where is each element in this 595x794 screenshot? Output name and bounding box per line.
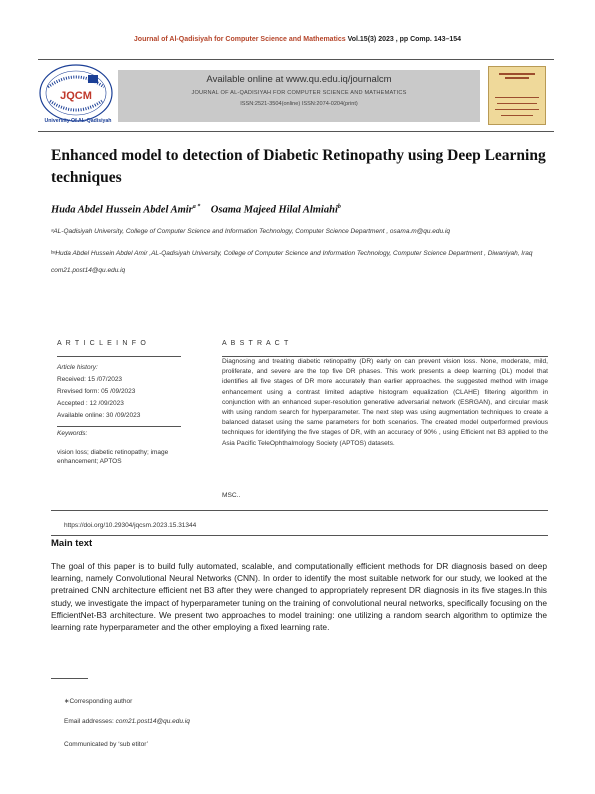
main-text-heading: Main text xyxy=(51,538,93,549)
corresponding-author-note: ∗Corresponding author xyxy=(64,698,133,705)
affiliation-2: ᵇᵃHuda Abdel Hussein Abdel Amir ,AL-Qadisiyah University, College of Computer Science and Information Technology, Computer Science Department , Diwaniyah, Iraq xyxy=(51,250,533,257)
journal-caps-title: JOURNAL OF AL-QADISIYAH FOR COMPUTER SCIENCE AND MATHEMATICS xyxy=(191,90,407,96)
available-online-text: Available online at www.qu.edu.iq/journalcm xyxy=(206,74,392,85)
doi-rule-bottom xyxy=(51,535,548,536)
author-1-sup: a * xyxy=(192,204,201,210)
author-2-sup: b xyxy=(337,204,341,210)
issn-text: ISSN:2521-3504(online) ISSN:2074-0204(print) xyxy=(240,101,358,107)
cover-bar xyxy=(495,109,539,110)
cover-bar xyxy=(501,115,533,116)
author-email: com21.post14@qu.edu.iq xyxy=(51,267,126,274)
journal-banner xyxy=(118,70,480,122)
journal-name: Journal of Al-Qadisiyah for Computer Science and Mathematics xyxy=(133,36,346,43)
keywords-label: Keywords: xyxy=(57,430,88,437)
doi-link[interactable]: https://doi.org/10.29304/jqcsm.2023.15.31344 xyxy=(64,522,197,529)
paper-title: Enhanced model to detection of Diabetic Retinopathy using Deep Learning techniques xyxy=(51,147,546,186)
cover-bar xyxy=(497,103,537,104)
article-history xyxy=(57,362,140,422)
header-rule-bottom xyxy=(38,131,554,132)
abstract-text: Diagnosing and treating diabetic retinopathy (DR) early on can prevent vision loss. None, moderate, mild, proliferate, and severe are the top five DR phases. This work presents a deep learning (DL) model that identifies all five stages of DR more accurately than earlier approaches. the suggested method with image enhancement using a contrast limited adaptive histogram equalization (CLAHE) filtering algorithm in conjunction with an enhanced super-resolution generative adversarial network (ESRGAN), and circular mask with using random search for hyperparameter. The next step was using augmentation techniques to create a balanced dataset using the same parameters for both scenarios. The created model outperformed previous techniques for identifying the five stages of DR, with an accuracy of 90% , using Efficient net B3 applied to the Asia Pacific TeleOphthalmology Society (APTOS) datasets. xyxy=(222,358,548,447)
affiliation-1: ᵃAL-Qadisiyah University, College of Computer Science and Information Technology, Computer Science Department , osama.m@qu.edu.iq xyxy=(51,228,451,235)
keywords-rule xyxy=(57,426,181,427)
email-label: Email addresses: xyxy=(64,718,114,725)
footnote-email[interactable]: com21.post14@qu.edu.iq xyxy=(115,718,190,725)
available-date: Available online: 30 /09/2023 xyxy=(57,412,141,419)
journal-running-header xyxy=(0,36,595,43)
doi-rule-top xyxy=(51,510,548,511)
keywords-text: vision loss; diabetic retinopathy; image enhancement; APTOS xyxy=(57,449,169,465)
logo-text: JQCM xyxy=(60,90,92,102)
article-info-rule xyxy=(57,356,181,357)
volume-info: Vol.15(3) 2023 , pp Comp. 143–154 xyxy=(347,36,462,43)
received-date: Received: 15 /07/2023 xyxy=(57,376,123,383)
header-rule-top xyxy=(38,59,554,60)
cover-bar xyxy=(505,77,529,79)
university-name: University Of AL-Qadisiyah xyxy=(44,118,112,124)
revised-date: Rrevised form: 05 /09/2023 xyxy=(57,388,136,395)
article-info-heading: A R T I C L E I N F O xyxy=(57,340,148,347)
accepted-date: Accepted : 12 /09/2023 xyxy=(57,400,124,407)
footnote-rule xyxy=(51,678,88,679)
email-footnote xyxy=(64,718,190,725)
abstract-heading: A B S T R A C T xyxy=(222,340,290,347)
history-label: Article history: xyxy=(57,364,98,371)
author-line xyxy=(51,204,341,216)
author-1: Huda Abdel Hussein Abdel Amir xyxy=(51,204,193,216)
main-text-body: The goal of this paper is to build fully automated, scalable, and computationally efficient methods for DR diagnosis based on deep learning, namely Convolutional Neural Networks (CNN). In order to identify the most suitable network for our study, we looked at the pretrained CNN architecture efficient net B3 after they were changed to appropriately represent DR diagnosis in its five stages.In this study, we investigate the impact of hyperparameter tuning on the training of convolutional neural networks, specifically focusing on the EfficientNet-B3 architecture. We present two approaches to model training: one utilizing a random search algorithm to optimize the learning rate hyperparameter and the other employing a fixed learning rate. xyxy=(51,561,547,633)
msc-code: MSC.. xyxy=(222,492,241,499)
journal-cover-image xyxy=(488,66,546,125)
cover-bar xyxy=(495,97,539,98)
communicated-by-note: Communicated by ‘sub etitor’ xyxy=(64,741,149,748)
cover-bar xyxy=(499,73,535,75)
author-2: Osama Majeed Hilal Almiahi xyxy=(210,204,338,216)
